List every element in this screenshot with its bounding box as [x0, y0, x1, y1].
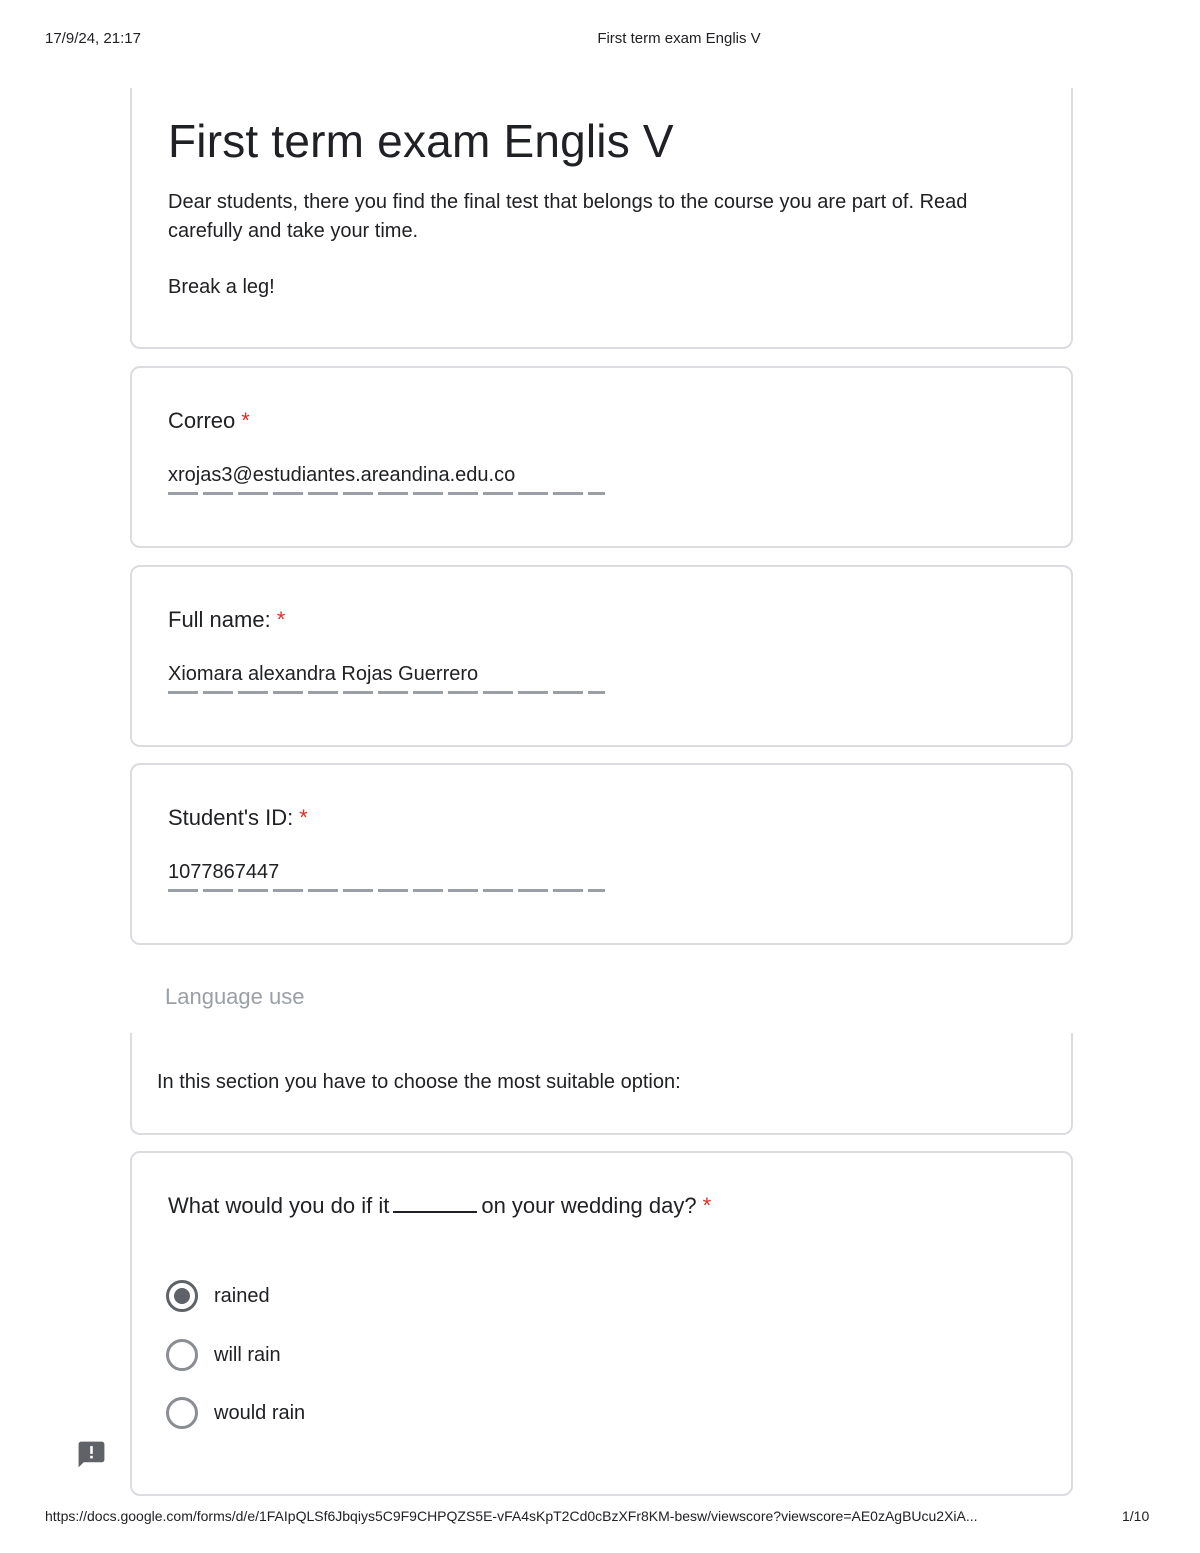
question-label: Correo *: [168, 408, 250, 433]
option-will-rain[interactable]: [166, 1338, 281, 1372]
print-title: First term exam Englis V: [597, 30, 761, 47]
multiple-choice-card: [130, 1151, 1073, 1496]
answer-blank: [393, 1193, 477, 1213]
section-description-card: [130, 1033, 1073, 1135]
radio-selected-icon[interactable]: [166, 1280, 198, 1312]
print-footer: [0, 1508, 1200, 1528]
option-rained[interactable]: [166, 1279, 270, 1313]
question-label: Full name: *: [168, 607, 286, 632]
question-label: Student's ID: *: [168, 805, 308, 830]
radio-unselected-icon[interactable]: [166, 1397, 198, 1429]
student-id-field[interactable]: 1077867447: [168, 861, 605, 888]
required-asterisk: *: [276, 607, 286, 632]
page-number: 1/10: [1122, 1508, 1150, 1524]
question-card-student-id: [130, 763, 1073, 945]
question-card-email: [130, 366, 1073, 548]
form-description-closing: Break a leg!: [168, 276, 275, 298]
print-date: 17/9/24, 21:17: [45, 30, 141, 47]
section-description: In this section you have to choose the most suitable option:: [157, 1071, 681, 1093]
feedback-icon[interactable]: [76, 1439, 107, 1470]
required-asterisk: *: [299, 805, 308, 830]
required-asterisk: *: [241, 408, 250, 433]
form-description: Dear students, there you find the final test that belongs to the course you are part of. Read carefully and take your time.: [168, 191, 968, 242]
email-field[interactable]: xrojas3@estudiantes.areandina.edu.co: [168, 464, 605, 491]
page-url: https://docs.google.com/forms/d/e/1FAIpQLSf6Jbqiys5C9F9CHPQZS5E-vFA4sKpT2Cd0cBzXFr8KM-besw/viewscore?viewscore=AE0zAgBUcu2XiA...: [45, 1508, 978, 1524]
radio-unselected-icon[interactable]: [166, 1339, 198, 1371]
option-would-rain[interactable]: [166, 1396, 305, 1430]
option-label: would rain: [214, 1401, 306, 1424]
option-label: rained: [214, 1284, 270, 1307]
option-label: will rain: [214, 1343, 281, 1366]
required-asterisk: *: [702, 1193, 712, 1218]
form-title: First term exam Englis V: [168, 115, 674, 167]
print-header: [0, 30, 1200, 50]
question-card-full-name: [130, 565, 1073, 747]
mc-question-text: What would you do if it on your wedding day? *: [168, 1193, 712, 1218]
full-name-field[interactable]: Xiomara alexandra Rojas Guerrero: [168, 663, 605, 690]
section-title: Language use: [165, 984, 305, 1009]
form-header-card: [130, 88, 1073, 349]
